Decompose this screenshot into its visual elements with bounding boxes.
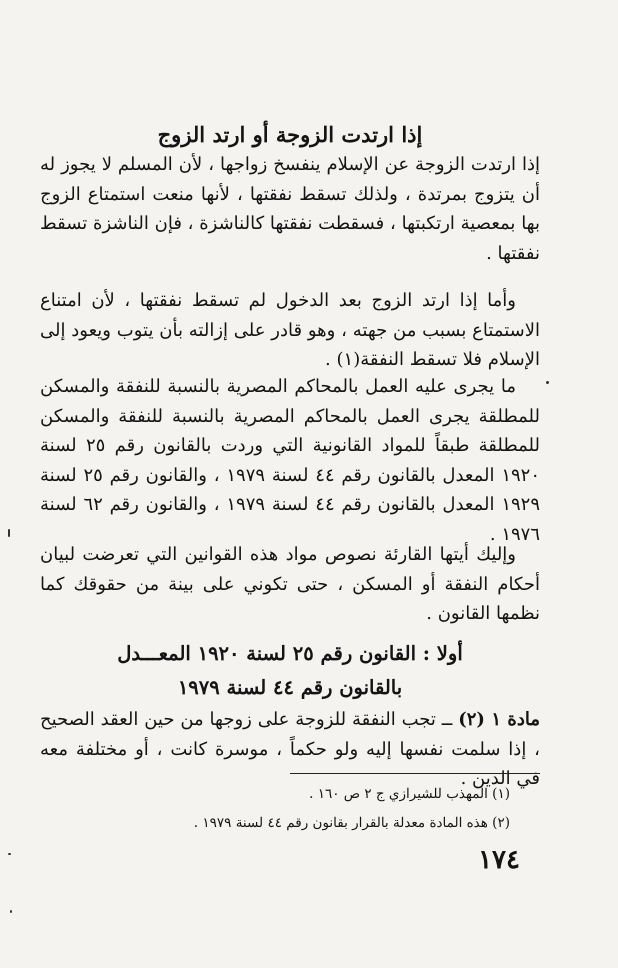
paragraph-egyptian-courts-practice: ما يجرى عليه العمل بالمحاكم المصرية بالنسبة للنفقة والمسكن للمطلقة يجرى العمل بالمحاكم المصرية بالنسبة للنفقة والمسكن للمطلقة طبقاً للمواد القانونية التي وردت بالقانون رقم ٢٥ لسنة ١٩٢٠ المعدل بالقانون رقم ٤٤ لسنة ١٩٧٩ ، والقانون رقم ٢٥ لسنة ١٩٢٩ المعدل بالقانون رقم ٤٤ لسنة ١٩٧٩ ، والقانون رقم ٦٢ لسنة ١٩٧٦ . <box>40 376 540 545</box>
scan-speck <box>10 910 12 913</box>
scan-speck <box>546 381 549 384</box>
law-heading <box>40 637 540 705</box>
article-label: مادة ١ (٢) <box>458 709 540 730</box>
article-text: ــ تجب النفقة للزوجة على زوجها من حين العقد الصحيح ، إذا سلمت نفسها إليه ولو حكماً ، موسرة كانت ، أو مختلفة معه في الدين . <box>40 709 540 789</box>
paragraph-apostasy-husband: وأما إذا ارتد الزوج بعد الدخول لم تسقط نفقتها ، لأن امتناع الاستمتاع بسبب من جهته ، وهو قادر على إزالته بأن يتوب ويعود إلى الإسلام فلا تسقط النفقة(١) . <box>40 290 540 370</box>
law-heading-line-2: بالقانون رقم ٤٤ لسنة ١٩٧٩ <box>177 676 403 699</box>
section-title: إذا ارتدت الزوجة أو ارتد الزوج <box>157 122 423 147</box>
page-number: ١٧٤ <box>478 845 520 875</box>
scan-speck <box>8 529 10 537</box>
paragraph-reader-address: وإليك أيتها القارئة نصوص مواد هذه القوانين التي تعرضت لبيان أحكام النفقة أو المسكن ، حتى تكوني على بينة من حقوقك كما نظمها القانون . <box>40 544 540 624</box>
paragraph-apostasy-wife: إذا ارتدت الزوجة عن الإسلام ينفسخ زواجها ، لأن المسلم لا يجوز له أن يتزوج بمرتدة ، ولذلك تسقط نفقتها ، لأنها منعت استمتاع الزوج بها بمعصية ارتكبتها ، فسقطت نفقتها كالناشزة ، فإن الناشزة تسقط نفقتها . <box>40 154 540 264</box>
footnote-1: (١) المهذب للشيرازي ج ٢ ص ١٦٠ . <box>309 786 510 802</box>
scan-speck <box>8 853 11 855</box>
footnote-2: (٢) هذه المادة معدلة بالقرار بقانون رقم ٤٤ لسنة ١٩٧٩ . <box>193 815 510 831</box>
law-heading-line-1: أولا : القانون رقم ٢٥ لسنة ١٩٢٠ المعـــدل <box>117 642 463 665</box>
footnotes <box>40 780 510 838</box>
footnote-divider <box>290 773 540 774</box>
